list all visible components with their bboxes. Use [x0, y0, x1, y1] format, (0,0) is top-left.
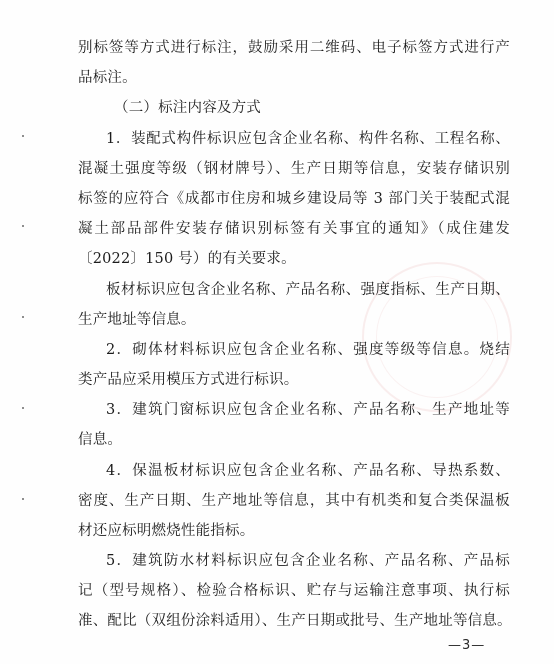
paragraph-line: 品标注。	[78, 70, 137, 86]
paragraph-line: 5．建筑防水材料标识应包含企业名称、产品名称、产品标	[106, 553, 510, 569]
paragraph-line: 别标签等方式进行标注，鼓励采用二维码、电子标签方式进行产	[78, 40, 510, 56]
paragraph-line: 2．砌体材料标识应包含企业名称、强度等级等信息。烧结	[106, 342, 510, 358]
page-number: —3—	[448, 638, 486, 653]
paragraph-line: 生产地址等信息。	[78, 312, 196, 328]
margin-dot	[22, 225, 24, 227]
paragraph-line: 类产品应采用模压方式进行标识。	[78, 372, 299, 388]
paragraph-line: 密度、生产日期、生产地址等信息，其中有机类和复合类保温板	[78, 493, 510, 509]
paragraph-line: 记（型号规格）、检验合格标识、贮存与运输注意事项、执行标	[78, 583, 510, 599]
paragraph-line: 准、配比（双组份涂料适用）、生产日期或批号、生产地址等信息。	[78, 613, 512, 629]
paragraph-line: 4．保温板材标识应包含企业名称、产品名称、导热系数、	[106, 463, 510, 479]
paragraph-line: 材还应标明燃烧性能指标。	[78, 523, 255, 539]
paragraph-line: 3．建筑门窗标识应包含企业名称、产品名称、生产地址等	[106, 402, 510, 418]
margin-dot	[22, 135, 24, 137]
paragraph-line: 1．装配式构件标识应包含企业名称、构件名称、工程名称、	[106, 131, 510, 147]
margin-dot	[22, 316, 24, 318]
paragraph-line: 〔2022〕150 号）的有关要求。	[78, 251, 296, 267]
paragraph-line: 标签的应符合《成都市住房和城乡建设局等 3 部门关于装配式混	[78, 191, 510, 207]
paragraph-line: 板材标识应包含企业名称、产品名称、强度指标、生产日期、	[106, 282, 510, 298]
paragraph-line: 混凝土强度等级（钢材牌号）、生产日期等信息，安装存储识别	[78, 161, 510, 177]
margin-dot	[22, 498, 24, 500]
margin-dot	[22, 407, 24, 409]
paragraph-line: 凝土部品部件安装存储识别标签有关事宜的通知》（成住建发	[78, 221, 510, 237]
section-heading: （二）标注内容及方式	[114, 100, 261, 116]
paragraph-line: 信息。	[78, 432, 123, 448]
